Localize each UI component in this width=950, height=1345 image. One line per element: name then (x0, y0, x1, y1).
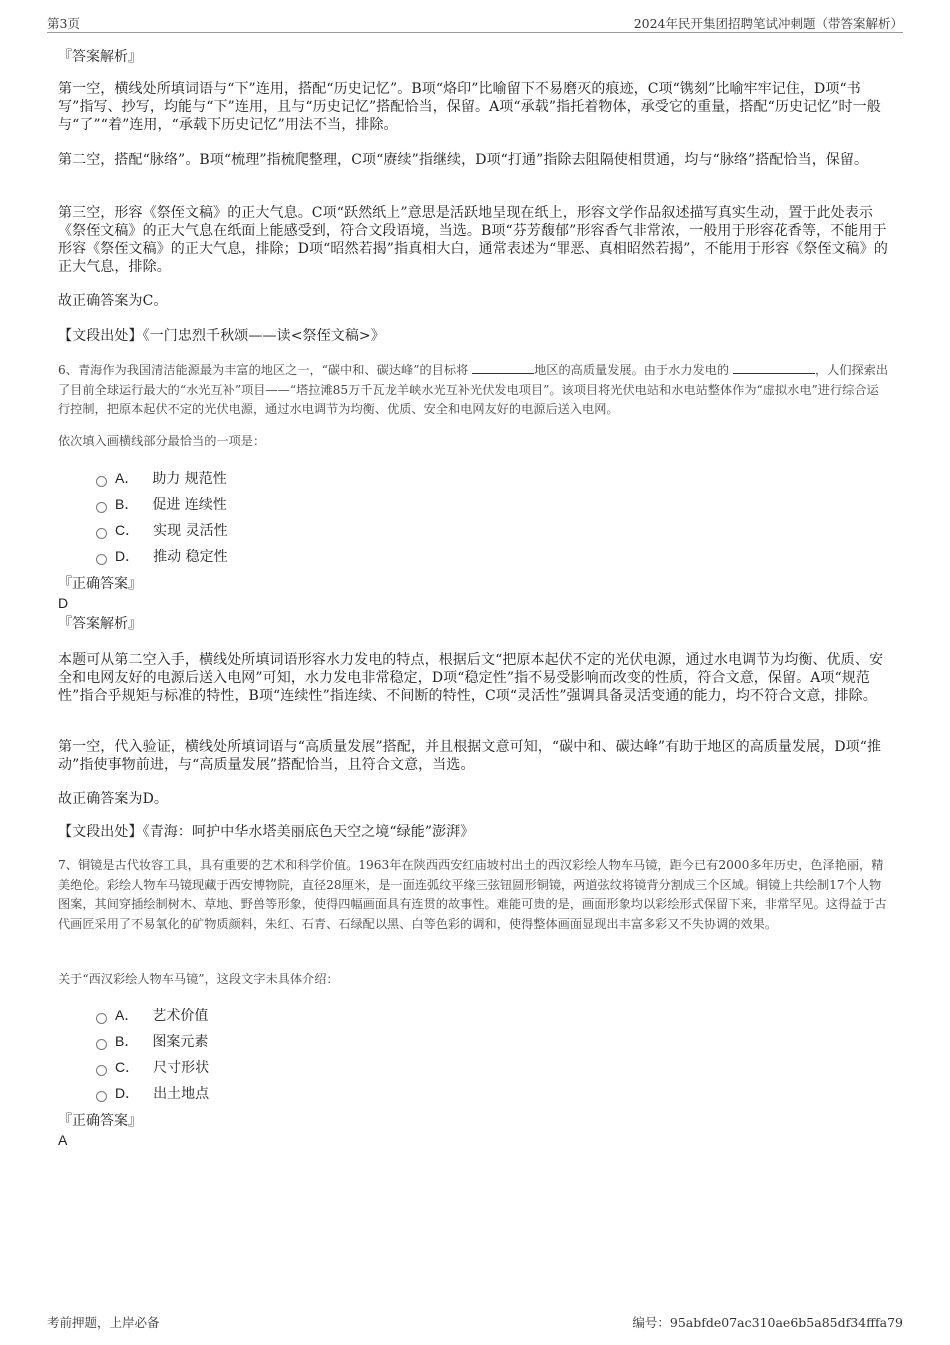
page-footer (47, 1313, 903, 1331)
q5-source: 【文段出处】《一门忠烈千秋颂——读<祭侄文稿>》 (58, 328, 385, 344)
radio-icon[interactable] (96, 1091, 107, 1102)
q6-option-d[interactable]: D． 推动 稳定性 (96, 546, 228, 566)
q5-conclusion: 故正确答案为C。 (58, 293, 168, 309)
q6-option-b[interactable]: B． 促进 连续性 (96, 494, 227, 514)
radio-icon[interactable] (96, 1039, 107, 1050)
q5-analysis-para1: 第一空，横线处所填词语与“下”连用，搭配“历史记忆”。B项“烙印”比喻留下不易磨灭的痕迹，C项“镌刻”比喻牢牢记住，D项“书写”指写、抄写，均能与“下”连用，且与“历史记忆”搭配恰当，保留。A项“承载”指托着物体，承受它的重量，搭配“历史记忆”时一般与“了”“着”连用，“承载下历史记忆”用法不当，排除。 (58, 81, 881, 133)
q7-option-b[interactable]: B． 图案元素 (96, 1031, 208, 1051)
q6-stem: 6、青海作为我国清洁能源最为丰富的地区之一，“碳中和、碳达峰”的目标将 地区的高质量发展。由于水力发电的 ，人们探索出了目前全球运行最大的“水光互补”项目——“塔拉滩85万千瓦龙羊峡水光互补光伏发电项目”。该项目将光伏电站和水电站整体作为“虚拟水电”进行综合运行控制，把原本起伏不定的光伏电源，通过水电调节为均衡、优质、安全和电网友好的电源后送入电网。 (58, 360, 890, 420)
q6-analysis-label: 『答案解析』 (58, 616, 142, 632)
radio-icon[interactable] (96, 502, 107, 513)
q7-option-d[interactable]: D． 出土地点 (96, 1083, 209, 1103)
radio-icon[interactable] (96, 528, 107, 539)
radio-icon[interactable] (96, 476, 107, 487)
q6-correct-label: 『正确答案』 (58, 576, 142, 592)
q5-analysis-label: 『答案解析』 (58, 49, 142, 65)
q7-correct-label: 『正确答案』 (58, 1113, 142, 1129)
answer-blank-2 (733, 360, 815, 374)
footer-slogan: 考前押题，上岸必备 (47, 1315, 160, 1330)
q5-analysis-para2: 第二空，搭配“脉络”。B项“梳理”指梳爬整理，C项“赓续”指继续，D项“打通”指除去阻隔使相贯通，均与“脉络”搭配恰当，保留。 (58, 152, 869, 168)
q6-answer: D (58, 595, 69, 611)
q7-stem: 7、铜镜是古代妆容工具，具有重要的艺术和科学价值。1963年在陕西西安红庙坡村出土的西汉彩绘人物车马镜，距今已有2000多年历史，色泽艳丽，精美绝伦。彩绘人物车马镜现藏于西安博物院，直径28厘米，是一面连弧纹平缘三弦钮圆形铜镜，两道弦纹将镜背分割成三个区域。铜镜上共绘制17个人物图案，其间穿插绘制树木、草地、野兽等形象，使得四幅画面具有连贯的故事性。难能可贵的是，画面形象均以彩绘形式保留下来，非常罕见。这得益于古代画匠采用了不易氧化的矿物质颜料，朱红、石青、石绿配以黑、白等色彩的调和，使得整体画面显现出丰富多彩又不失协调的效果。 (58, 858, 887, 931)
radio-icon[interactable] (96, 1065, 107, 1076)
q7-answer: A (58, 1132, 68, 1148)
document-title: 2024年民开集团招聘笔试冲刺题（带答案解析） (633, 16, 903, 31)
q6-prompt: 依次填入画横线部分最恰当的一项是： (58, 434, 266, 448)
q6-analysis-para2: 第一空，代入验证，横线处所填词语与“高质量发展”搭配，并且根据文意可知，“碳中和、碳达峰”有助于地区的高质量发展，D项“推动”指使事物前进，与“高质量发展”搭配恰当，且符合文意，当选。 (58, 739, 882, 773)
answer-blank-1 (472, 360, 534, 374)
radio-icon[interactable] (96, 554, 107, 565)
q6-option-a[interactable]: A． 助力 规范性 (96, 468, 227, 488)
q7-option-c[interactable]: C． 尺寸形状 (96, 1057, 209, 1077)
q6-analysis-para1: 本题可从第二空入手，横线处所填词语形容水力发电的特点，根据后文“把原本起伏不定的光伏电源，通过水电调节为均衡、优质、安全和电网友好的电源后送入电网”可知，水力发电非常稳定，D项“稳定性”指不易受影响而改变的性质，符合文意，保留。A项“规范性”指合乎规矩与标准的特性，B项“连续性”指连续、不间断的特性，C项“灵活性”强调具备灵活变通的能力，均不符合文意，排除。 (58, 652, 884, 704)
document-code: 编号：95abfde07ac310ae6b5a85df34fffa79 (632, 1315, 903, 1330)
q5-analysis-para3: 第三空，形容《祭侄文稿》的正大气息。C项“跃然纸上”意思是活跃地呈现在纸上，形容文学作品叙述描写真实生动，置于此处表示《祭侄文稿》的正大气息在纸面上能感受到，符合文段语境，当选。B项“芬芳馥郁”形容香气非常浓，一般用于形容花香等，不能用于形容《祭侄文稿》的正大气息，排除；D项“昭然若揭”指真相大白，通常表述为“罪恶、真相昭然若揭”，不能用于形容《祭侄文稿》的正大气息，排除。 (58, 205, 888, 275)
page-number: 第3页 (47, 16, 80, 31)
page-header (47, 14, 903, 33)
q7-option-a[interactable]: A． 艺术价值 (96, 1005, 208, 1025)
q7-prompt: 关于“西汉彩绘人物车马镜”，这段文字未具体介绍： (58, 972, 339, 986)
q6-conclusion: 故正确答案为D。 (58, 791, 169, 807)
q6-option-c[interactable]: C． 实现 灵活性 (96, 520, 228, 540)
radio-icon[interactable] (96, 1013, 107, 1024)
q6-source: 【文段出处】《青海：呵护中华水塔美丽底色天空之境“绿能”澎湃》 (58, 824, 475, 840)
